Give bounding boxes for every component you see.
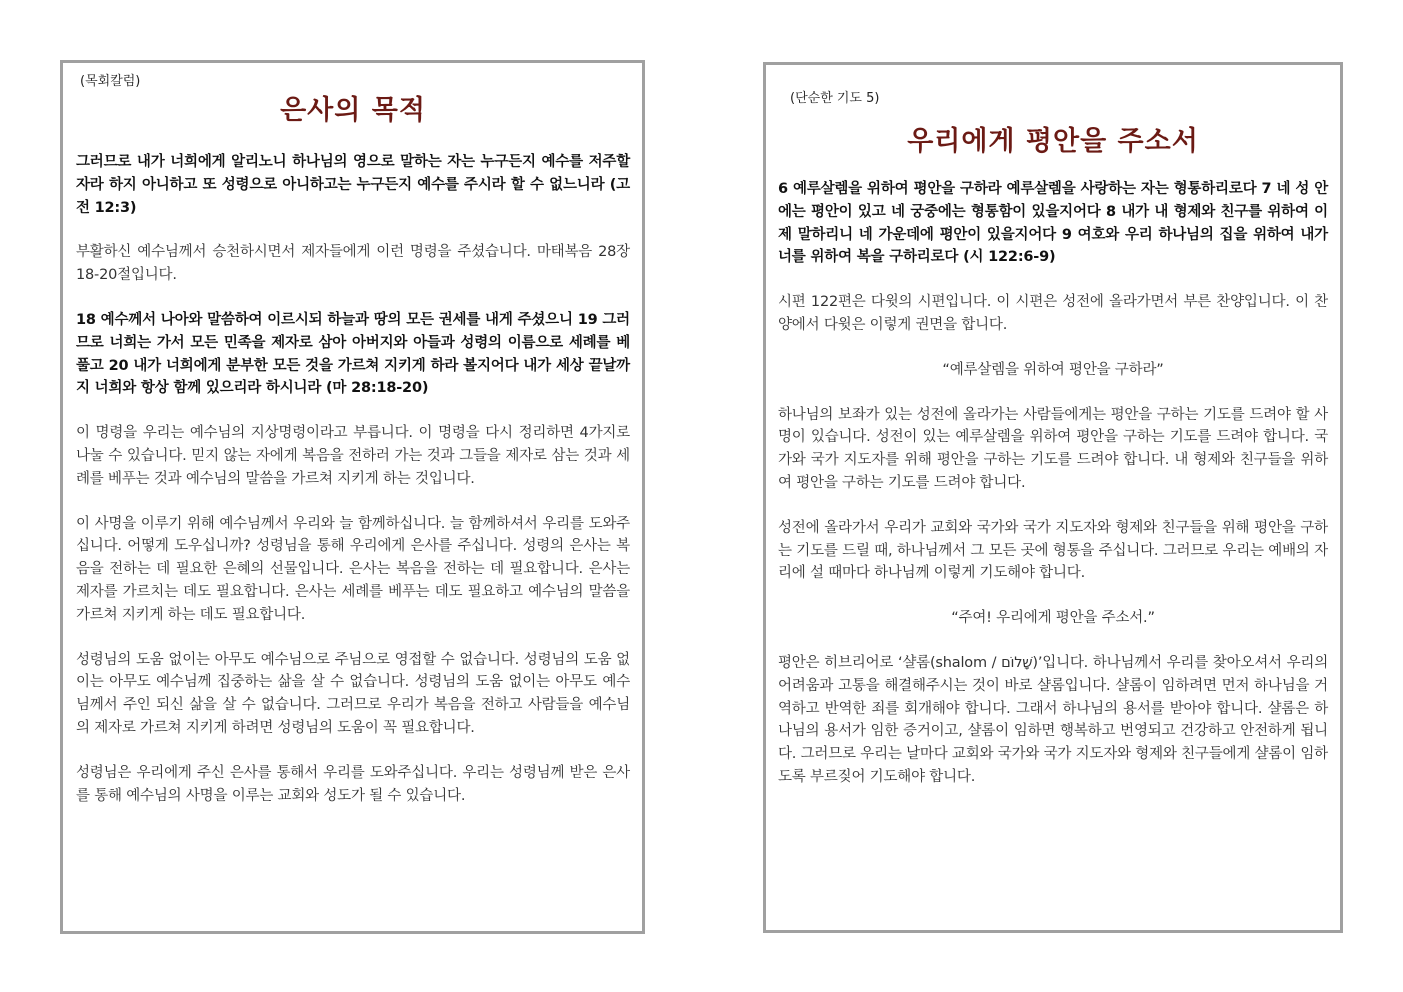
column-body [76,151,630,807]
body-paragraph: 성령님은 우리에게 주신 은사를 통해서 우리를 도와주십니다. 우리는 성령님께 받은 은사를 통해 예수님의 사명을 이루는 교회와 성도가 될 수 있습니다. [76,764,630,804]
body-paragraph: 성령님의 도움 없이는 아무도 예수님으로 주님으로 영접할 수 없습니다. 성령님의 도움 없이는 아무도 예수님께 집중하는 삶을 살 수 없습니다. 성령님의 도움 없이는 아무도 예수님께서 주인 되신 삶을 살 수 없습니다. 그러므로 우리가 복음을 전하고 사람들을 예수님의 제자로 가르쳐 지키게 하려면 성령님의 도움이 꼭 필요합니다. [76,651,630,736]
column-title: 우리에게 평안을 주소서 [907,126,1199,157]
body-paragraph: 부활하신 예수님께서 승천하시면서 제자들에게 이런 명령을 주셨습니다. 마태복음 28장 18-20절입니다. [76,244,630,284]
body-paragraph: 성전에 올라가서 우리가 교회와 국가와 국가 지도자와 형제와 친구들을 위해 평안을 구하는 기도를 드릴 때, 하나님께서 그 모든 곳에 형통을 주십니다. 그러므로 우리는 예배의 자리에 설 때마다 하나님께 이렇게 기도해야 합니다. [778,519,1328,582]
body-paragraph: 평안은 히브리어로 ‘샬롬(shalom / שָׁלוֹם)’입니다. 하나님께서 우리를 찾아오셔서 우리의 어려움과 고통을 해결해주시는 것이 바로 샬롬입니다. 샬롬이 임하려면 먼저 하나님을 거역하고 반역한 죄를 회개해야 합니다. 그래서 하나님의 용서를 받아야 합니다. 샬롬은 하나님의 용서가 임한 증거이고, 샬롬이 임하면 행복하고 번영되고 건강하고 안전하게 됩니다. 그러므로 우리는 날마다 교회와 국가와 국가 지도자와 형제와 친구들에게 샬롬이 임하도록 부르짖어 기도해야 합니다. [778,654,1329,785]
body-paragraph: 이 명령을 우리는 예수님의 지상명령이라고 부릅니다. 이 명령을 다시 정리하면 4가지로 나눌 수 있습니다. 믿지 않는 자에게 복음을 전하러 가는 것과 그들을 제자로 삼는 것과 세례를 베푸는 것과 예수님의 말씀을 가르쳐 지키게 하는 것입니다. [76,425,630,487]
verse-paragraph: 6 예루살렘을 위하여 평안을 구하라 예루살렘을 사랑하는 자는 형통하리로다 7 네 성 안에는 평안이 있고 네 궁중에는 형통함이 있을지어다 8 내가 내 형제와 친구를 위하여 이제 말하리니 네 가운데에 평안이 있을지어다 9 여호와 우리 하나님의 집을 위하여 내가 너를 위하여 복을 구하리로다 (시 122:6-9) [778,181,1328,266]
column-body [778,178,1328,789]
quote-line: “예루살렘을 위하여 평안을 구하라” [942,361,1164,378]
column-tag: (목회칼럼) [80,74,141,89]
column-title: 은사의 목적 [280,95,426,126]
left-column-panel [60,60,645,934]
body-paragraph: 하나님의 보좌가 있는 성전에 올라가는 사람들에게는 평안을 구하는 기도를 드려야 할 사명이 있습니다. 성전이 있는 예루살렘을 위하여 평안을 구하는 기도를 드려야 합니다. 국가와 국가 지도자를 위해 평안을 구하는 기도를 드려야 합니다. 내 형제와 친구들을 위하여 평안을 구하는 기도를 드려야 합니다. [778,406,1328,491]
right-column-panel [763,62,1343,933]
body-paragraph: 시편 122편은 다윗의 시편입니다. 이 시편은 성전에 올라가면서 부른 찬양입니다. 이 찬양에서 다윗은 이렇게 권면을 합니다. [778,294,1328,333]
verse-paragraph: 그러므로 내가 너희에게 알리노니 하나님의 영으로 말하는 자는 누구든지 예수를 저주할 자라 하지 아니하고 또 성령으로 아니하고는 누구든지 예수를 주시라 할 수 없느니라 (고전 12:3) [76,154,630,216]
quote-line: “주여! 우리에게 평안을 주소서.” [951,610,1155,627]
body-paragraph: 이 사명을 이루기 위해 예수님께서 우리와 늘 함께하십니다. 늘 함께하셔서 우리를 도와주십니다. 어떻게 도우십니까? 성령님을 통해 우리에게 은사를 주십니다. 성령의 은사는 복음을 전하는 데 필요한 은혜의 선물입니다. 은사는 복음을 전하는 데 필요합니다. 은사는 제자를 가르치는 데도 필요합니다. 은사는 세례를 베푸는 데도 필요하고 예수님의 말씀을 가르쳐 지키게 하는 데도 필요합니다. [76,515,630,623]
verse-paragraph: 18 예수께서 나아와 말씀하여 이르시되 하늘과 땅의 모든 권세를 내게 주셨으니 19 그러므로 너희는 가서 모든 민족을 제자로 삼아 아버지와 아들과 성령의 이름으로 세례를 베풀고 20 내가 너희에게 분부한 모든 것을 가르쳐 지키게 하라 볼지어다 내가 세상 끝날까지 너희와 항상 함께 있으리라 하시니라 (마 28:18-20) [76,311,630,397]
column-tag: (단순한 기도 5) [790,91,880,106]
